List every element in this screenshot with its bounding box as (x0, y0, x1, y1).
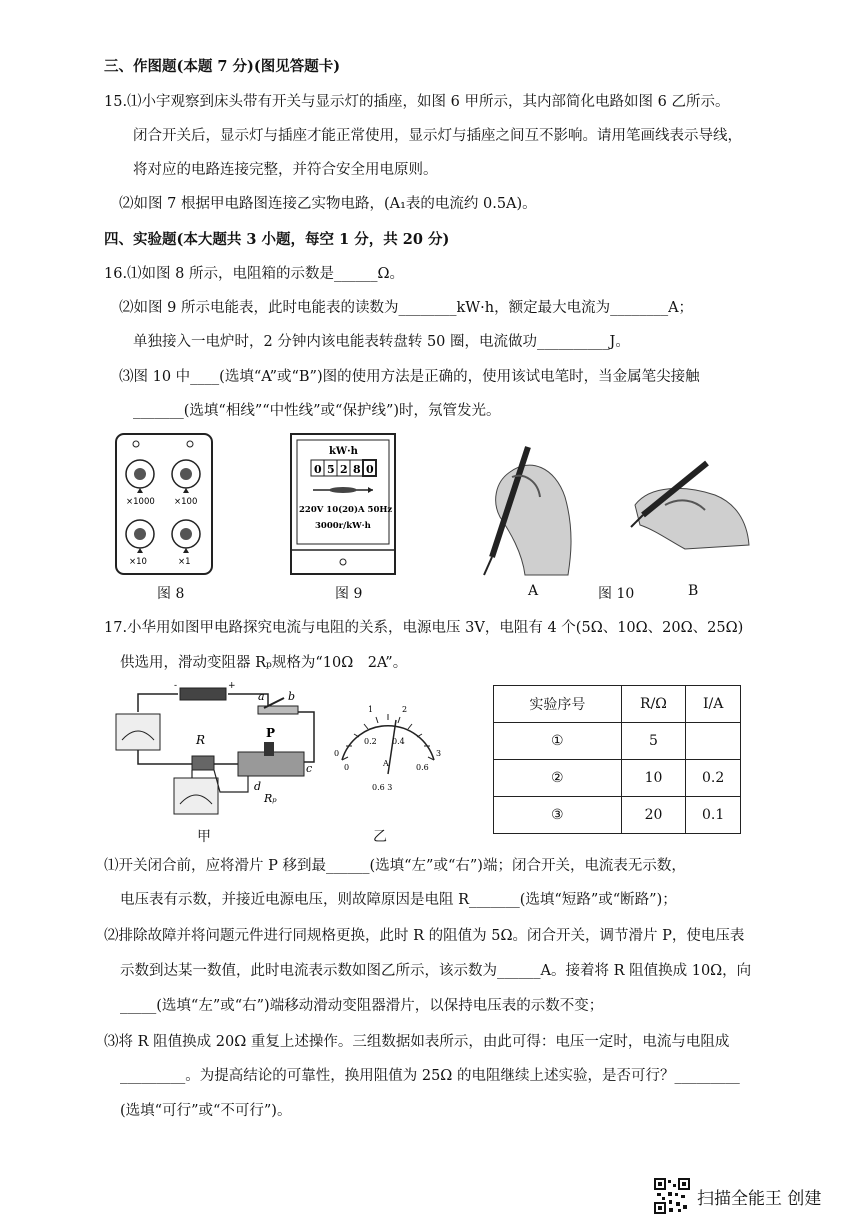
svg-text:0: 0 (334, 749, 340, 758)
multiplier-10: ×10 (129, 557, 147, 567)
table-row (494, 797, 741, 834)
fig10-label-a: A (528, 583, 539, 599)
meter-digit-3: 2 (340, 463, 348, 476)
q16-3-line1: ⑶图 10 中____(选填“A”或“B”)图的使用方法是正确的，使用该试电笔时，当金属笔尖接触 (119, 369, 700, 385)
scanner-watermark: 扫描全能王 创建 (697, 1189, 822, 1209)
q16-2-line1: ⑵如图 9 所示电能表，此时电能表的读数为________kW·h，额定最大电流为________A； (119, 300, 694, 316)
resistance-box-figure (114, 432, 214, 577)
fig10-caption: 图 10 (598, 586, 635, 602)
svg-text:1: 1 (368, 705, 374, 714)
battery-minus: - (174, 682, 178, 691)
q16-1: 16.⑴如图 8 所示，电阻箱的示数是______Ω。 (104, 266, 405, 282)
table-header: I/A (686, 686, 741, 723)
svg-text:R: R (196, 733, 206, 747)
q17-3-line2: _________。为提高结论的可靠性，换用阻值为 25Ω 的电阻继续上述实验，是否可行？_________ (120, 1068, 740, 1084)
meter-caption: 乙 (373, 829, 387, 845)
svg-text:P: P (266, 726, 276, 740)
ammeter-dial-yi (328, 700, 448, 796)
energy-meter-figure (289, 432, 397, 577)
table-cell: 5 (621, 723, 686, 760)
fig10-label-b: B (688, 583, 699, 599)
q15-2: ⑵如图 7 根据甲电路图连接乙实物电路，(A₁表的电流约 0.5A)。 (119, 196, 537, 212)
svg-text:0.6: 0.6 (416, 763, 429, 772)
svg-text:0.6 3: 0.6 3 (372, 783, 393, 792)
q17-2-line3: _____(选填“左”或“右”)端移动滑动变阻器滑片，以保持电压表的示数不变； (120, 998, 604, 1014)
q17-1-line1: ⑴开关闭合前，应将滑片 P 移到最______(选填“左”或“右”)端；闭合开关，电流表无示数， (104, 858, 686, 874)
data-table (493, 685, 741, 834)
table-cell: 10 (621, 760, 686, 797)
section4-heading: 四、实验题(本大题共 3 小题，每空 1 分，共 20 分) (104, 231, 450, 248)
q16-3-line2: _______(选填“相线”“中性线”或“保护线”)时，氖管发光。 (133, 403, 501, 419)
table-cell: ① (494, 723, 622, 760)
table-row (494, 723, 741, 760)
circuit-caption: 甲 (197, 829, 211, 845)
table-row (494, 760, 741, 797)
test-pen-a-figure (470, 437, 580, 577)
q17-3-line1: ⑶将 R 阻值换成 20Ω 重复上述操作。三组数据如表所示，由此可得：电压一定时，电流与电阻成 (104, 1034, 730, 1050)
meter-unit: kW·h (329, 446, 358, 457)
multiplier-1000: ×1000 (126, 497, 155, 507)
q15-1-line3: 将对应的电路连接完整，并符合安全用电原则。 (133, 162, 438, 178)
svg-text:c: c (306, 762, 313, 775)
meter-digit-2: 5 (327, 463, 335, 476)
table-cell: ③ (494, 797, 622, 834)
q17-line1: 17.小华用如图甲电路探究电流与电阻的关系，电源电压 3V，电阻有 4 个(5Ω、10Ω、20Ω、25Ω) (104, 620, 744, 636)
meter-digit-5: 0 (366, 463, 374, 476)
svg-text:Rₚ: Rₚ (264, 792, 277, 805)
q15-1-line1: 15.⑴小宇观察到床头带有开关与显示灯的插座，如图 6 甲所示，其内部简化电路如图 6 乙所示。 (104, 94, 730, 110)
multiplier-1: ×1 (178, 557, 191, 567)
table-cell: 0.1 (686, 797, 741, 834)
table-header: R/Ω (621, 686, 686, 723)
svg-text:a: a (258, 690, 265, 703)
svg-text:d: d (254, 780, 262, 793)
fig8-caption: 图 8 (157, 586, 185, 602)
meter-constant: 3000r/kW·h (315, 521, 371, 531)
svg-text:0: 0 (344, 763, 350, 772)
section3-heading: 三、作图题(本题 7 分)(图见答题卡) (104, 58, 341, 75)
table-cell (686, 723, 741, 760)
q17-2-line2: 示数到达某一数值，此时电流表示数如图乙所示，该示数为______A。接着将 R 阻值换成 10Ω，向 (120, 963, 752, 979)
meter-rating: 220V 10(20)A 50Hz (299, 505, 393, 515)
svg-text:b: b (288, 690, 296, 703)
svg-text:0.4: 0.4 (392, 737, 405, 746)
svg-text:0.2: 0.2 (364, 737, 377, 746)
svg-text:A: A (383, 759, 389, 768)
table-cell: ② (494, 760, 622, 797)
meter-digit-4: 8 (353, 463, 361, 476)
qr-code-icon (654, 1178, 690, 1214)
q17-2-line1: ⑵排除故障并将问题元件进行同规格更换，此时 R 的阻值为 5Ω。闭合开关，调节滑片 P，使电压表 (104, 928, 745, 944)
table-header-row (494, 686, 741, 723)
svg-text:2: 2 (402, 705, 408, 714)
fig9-caption: 图 9 (335, 586, 363, 602)
svg-text:3: 3 (436, 749, 442, 758)
q17-1-line2: 电压表有示数，并接近电源电压，则故障原因是电阻 R_______(选填“短路”或“断路”)； (120, 892, 677, 908)
battery-plus: + (228, 682, 236, 691)
q15-1-line2: 闭合开关后，显示灯与插座才能正常使用，显示灯与插座之间互不影响。请用笔画线表示导线， (133, 128, 742, 144)
q17-line2: 供选用，滑动变阻器 Rₚ规格为“10Ω 2A”。 (120, 655, 408, 671)
table-cell: 0.2 (686, 760, 741, 797)
q16-2-line2: 单独接入一电炉时，2 分钟内该电能表转盘转 50 圈，电流做功__________J。 (133, 334, 630, 350)
meter-digit-1: 0 (314, 463, 322, 476)
table-header: 实验序号 (494, 686, 622, 723)
circuit-diagram-jia (108, 682, 318, 822)
test-pen-b-figure (625, 445, 753, 555)
multiplier-100: ×100 (174, 497, 198, 507)
q17-3-line3: (选填“可行”或“不可行”)。 (120, 1103, 292, 1119)
table-cell: 20 (621, 797, 686, 834)
